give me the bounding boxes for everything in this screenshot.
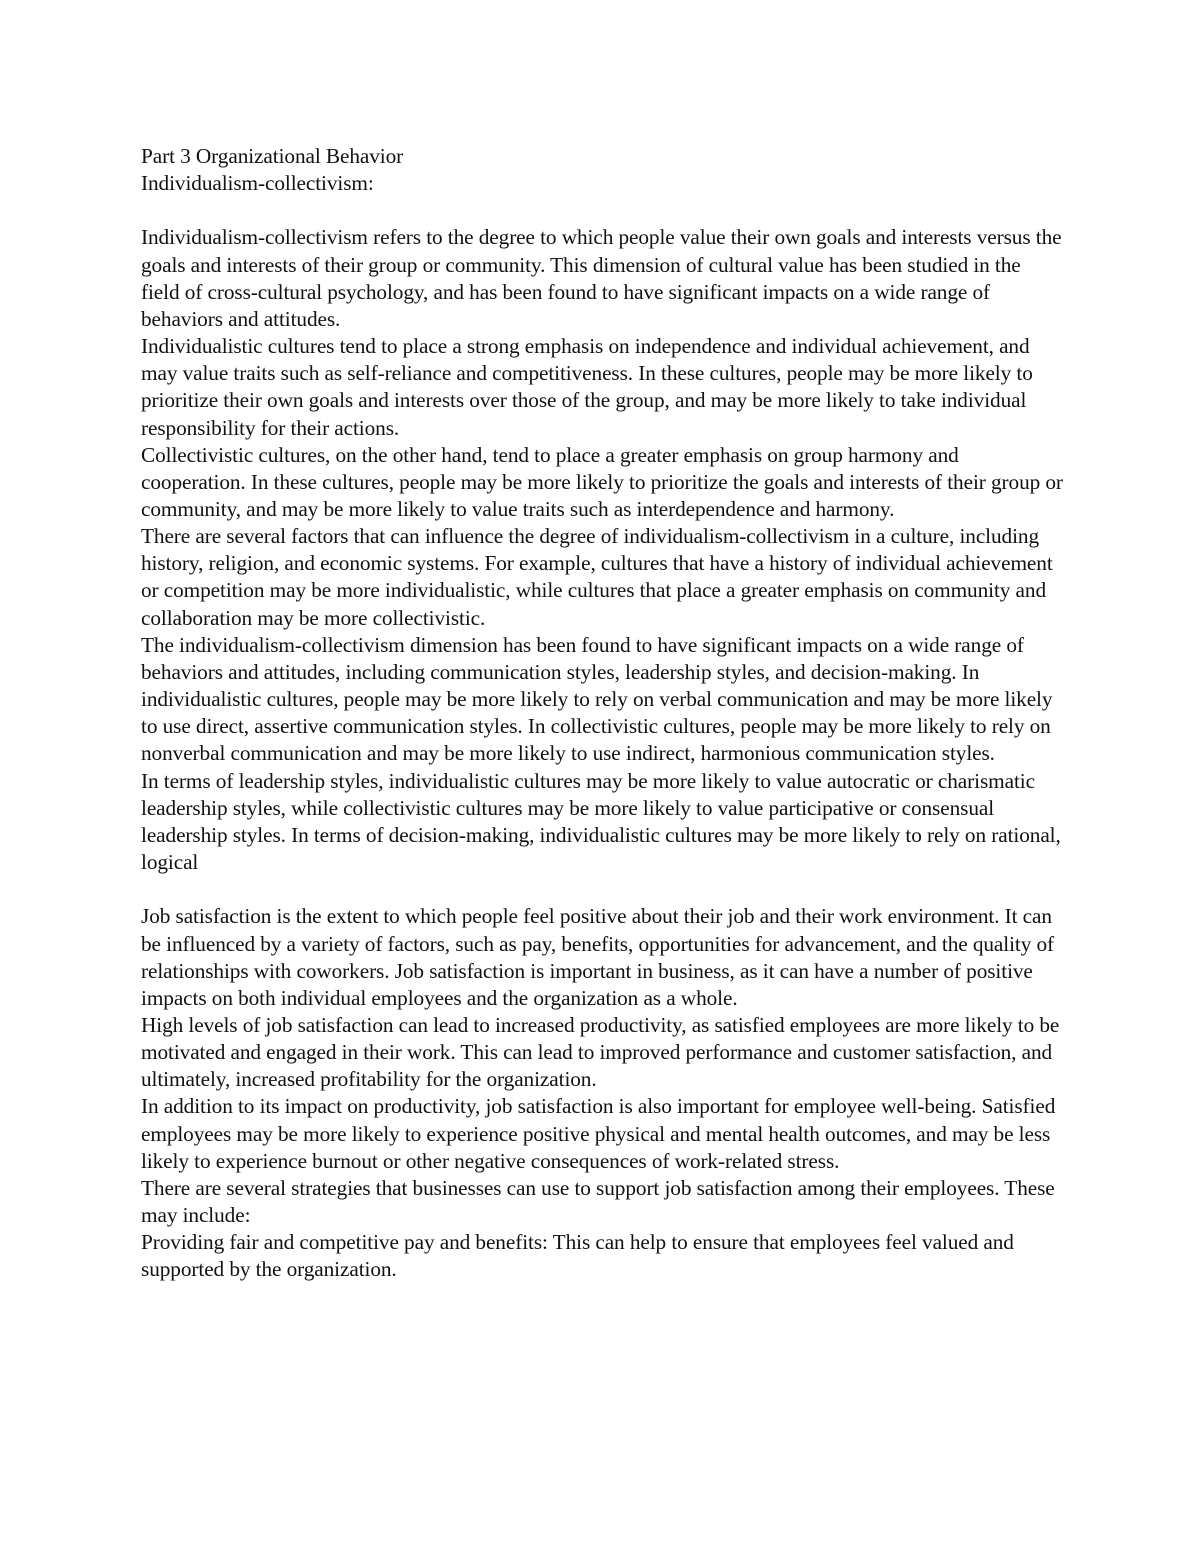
paragraph: Job satisfaction is the extent to which people feel positive about their job and their work environment. It can be influenced by a variety of factors, such as pay, benefits, opportunities for advancement, and the quality of relationships with coworkers. Job satisfaction is important in business, as it can have a number of positive impacts on both individual employees and the organization as a whole. [141, 904, 1055, 1010]
blank-line [141, 876, 1063, 903]
paragraph: Individualistic cultures tend to place a strong emphasis on independence and individual achievement, and may value traits such as self-reliance and competitiveness. In these cultures, people may be more likely to prioritize their own goals and interests over those of the group, and may be more likely to take individual responsibility for their actions. [141, 334, 1033, 440]
blank-line [141, 197, 1063, 224]
document-subheading: Individualism-collectivism: [141, 171, 374, 196]
paragraph: High levels of job satisfaction can lead to increased productivity, as satisfied employees are more likely to be motivated and engaged in their work. This can lead to improved performance and customer satisfaction, and ultimately, increased profitability for the organization. [141, 1012, 1060, 1092]
paragraph: Providing fair and competitive pay and benefits: This can help to ensure that employees feel valued and supported by the organization. [141, 1230, 1014, 1282]
paragraph: There are several factors that can influence the degree of individualism-collectivism in a culture, including history, religion, and economic systems. For example, cultures that have a history of individual achievement or competition may be more individualistic, while cultures that place a greater emphasis on community and collaboration may be more collectivistic. [141, 524, 1053, 630]
paragraph: Individualism-collectivism refers to the degree to which people value their own goals and interests versus the goals and interests of their group or community. This dimension of cultural value has been studied in the field of cross-cultural psychology, and has been found to have significant impacts on a wide range of behaviors and attitudes. [141, 225, 1062, 331]
paragraph: In terms of leadership styles, individualistic cultures may be more likely to value autocratic or charismatic leadership styles, while collectivistic cultures may be more likely to value participative or consensual leadership styles. In terms of decision-making, individualistic cultures may be more likely to rely on rational, logical [141, 768, 1061, 875]
document-heading: Part 3 Organizational Behavior [141, 144, 404, 168]
paragraph: The individualism-collectivism dimension has been found to have significant impacts on a wide range of behaviors and attitudes, including communication styles, leadership styles, and decision-making. In individualistic cultures, people may be more likely to rely on verbal communication and may be more likely to use direct, assertive communication styles. In collectivistic cultures, people may be more likely to rely on nonverbal communication and may be more likely to use indirect, harmonious communication styles. [141, 632, 1053, 766]
paragraph: There are several strategies that businesses can use to support job satisfaction among their employees. These may include: [141, 1175, 1055, 1228]
document-body [141, 143, 1063, 1284]
paragraph: In addition to its impact on productivity, job satisfaction is also important for employee well-being. Satisfied employees may be more likely to experience positive physical and mental health outcomes, and may be less likely to experience burnout or other negative consequences of work-related stress. [141, 1094, 1056, 1173]
paragraph: Collectivistic cultures, on the other hand, tend to place a greater emphasis on group harmony and cooperation. In these cultures, people may be more likely to prioritize the goals and interests of their group or community, and may be more likely to value traits such as interdependence and harmony. [141, 442, 1063, 522]
